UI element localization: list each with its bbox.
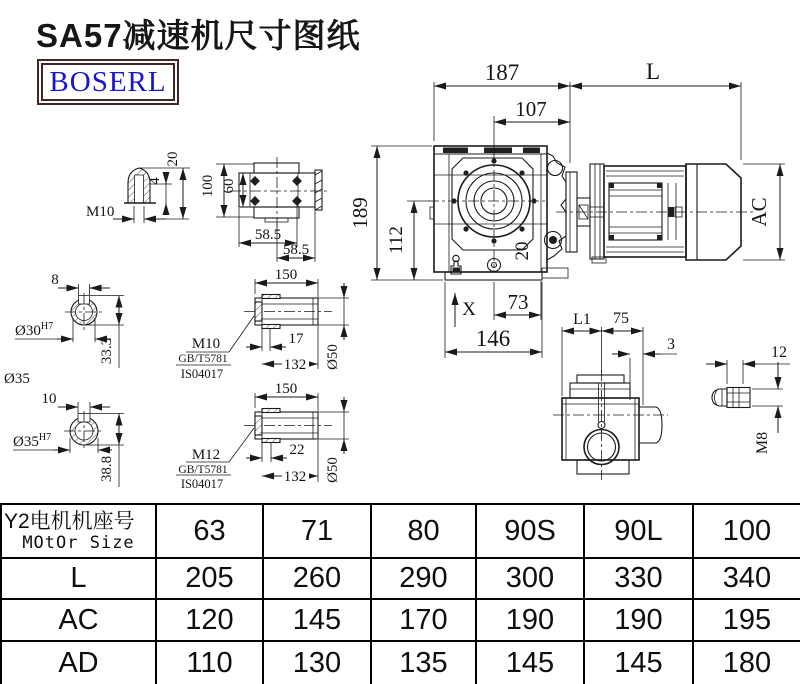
dim-17: 17	[288, 331, 304, 347]
table-rowlabel-ac: AC	[1, 599, 156, 641]
table-rowlabel-l: L	[1, 558, 156, 599]
table-cell: 170	[371, 599, 476, 641]
table-cell: 190	[584, 599, 693, 641]
table-cell: 110	[156, 641, 263, 684]
table-cell: 205	[156, 558, 263, 599]
table-header-motor-size	[1, 504, 156, 558]
std-iso4017-b: IS04017	[180, 477, 224, 491]
table-cell: 300	[476, 558, 584, 599]
sleeve-b-drawing	[176, 381, 349, 491]
gearbox-top-view-drawing	[200, 157, 328, 262]
page-title: SA57减速机尺寸图纸	[36, 17, 361, 54]
table-rowlabel-ad: AD	[1, 641, 156, 684]
dim-l1: L1	[573, 311, 591, 328]
table-cell: 330	[584, 558, 693, 599]
dim-75: 75	[613, 310, 629, 327]
thread-m12-label: M12	[191, 447, 221, 463]
table-row-l	[1, 558, 800, 599]
dim-150-b: 150	[274, 381, 298, 397]
brand-logo-text: BOSERL	[49, 65, 167, 98]
table-cell: 145	[476, 641, 584, 684]
table-header-cn: Y2电机机座号	[4, 509, 135, 533]
dim-58-5-right: 58.5	[282, 242, 310, 258]
dim-107: 107	[515, 97, 547, 121]
dim-key-8: 8	[51, 272, 59, 288]
table-row-ac	[1, 599, 800, 641]
dim-len-20: 20	[165, 151, 181, 167]
table-cell: 130	[263, 641, 371, 684]
table-cell: 290	[371, 558, 476, 599]
shaft-end-detail-drawing	[86, 152, 190, 224]
dim-d50-b: Ø50	[325, 457, 341, 483]
dim-d50-a: Ø50	[325, 344, 341, 370]
gearbox-motor-side-view-drawing	[348, 59, 785, 358]
dim-187: 187	[484, 60, 520, 85]
sleeve-a-drawing	[176, 267, 349, 381]
table-cell: 340	[693, 558, 800, 599]
table-row-ad	[1, 641, 800, 684]
dim-key-4: 4	[147, 177, 163, 185]
table-header-en: MOtOr Size	[22, 532, 135, 553]
bore-section-a-drawing	[4, 272, 124, 387]
gearbox-rear-view-drawing	[553, 310, 677, 480]
table-cell: 190	[476, 599, 584, 641]
dim-146: 146	[475, 326, 511, 351]
dim-20: 20	[512, 241, 533, 261]
table-cell: 195	[693, 599, 800, 641]
dim-33-3: 33.3	[99, 337, 115, 365]
motor-size-table	[0, 503, 800, 684]
table-col-90l: 90L	[584, 504, 693, 558]
dim-od-35: Ø35	[4, 371, 30, 387]
table-cell: 180	[693, 641, 800, 684]
dim-x-axis: X	[462, 299, 476, 320]
dim-bore-30h7: $Ø30^{H7}$	[15, 321, 54, 339]
table-col-90s: 90S	[476, 504, 584, 558]
dim-112: 112	[386, 226, 407, 254]
table-cell: 145	[263, 599, 371, 641]
dim-100: 100	[200, 174, 216, 198]
table-col-63: 63	[156, 504, 263, 558]
dim-73: 73	[507, 290, 529, 314]
table-row-header	[1, 504, 800, 558]
dim-189: 189	[348, 197, 372, 229]
std-gb5781-b: GB/T5781	[178, 464, 228, 476]
std-iso4017-a: IS04017	[180, 367, 224, 381]
bolt-detail-drawing	[706, 344, 790, 454]
dim-bore-35h7: $Ø35^{H7}$	[13, 432, 52, 450]
table-cell: 120	[156, 599, 263, 641]
dim-38-8: 38.8	[99, 455, 115, 483]
dim-m10-label: M10	[86, 204, 115, 220]
dim-22: 22	[289, 442, 305, 458]
dim-12: 12	[771, 344, 787, 361]
table-cell: 145	[584, 641, 693, 684]
dim-key-10: 10	[41, 391, 57, 407]
table-cell: 135	[371, 641, 476, 684]
table-col-80: 80	[371, 504, 476, 558]
dim-132-a: 132	[283, 357, 307, 373]
thread-m10-label: M10	[191, 336, 221, 352]
dim-ac: AC	[747, 197, 771, 227]
table-cell: 260	[263, 558, 371, 599]
table-col-100: 100	[693, 504, 800, 558]
dim-m8: M8	[754, 431, 771, 455]
dim-132-b: 132	[283, 469, 307, 485]
dim-3: 3	[667, 336, 675, 353]
dim-58-5-left: 58.5	[254, 227, 282, 243]
table-col-71: 71	[263, 504, 371, 558]
std-gb5781-a: GB/T5781	[178, 353, 228, 365]
dim-150-a: 150	[274, 267, 298, 283]
bore-section-b-drawing	[13, 391, 124, 487]
dim-motor-l: L	[645, 59, 661, 84]
dim-60: 60	[221, 178, 237, 194]
